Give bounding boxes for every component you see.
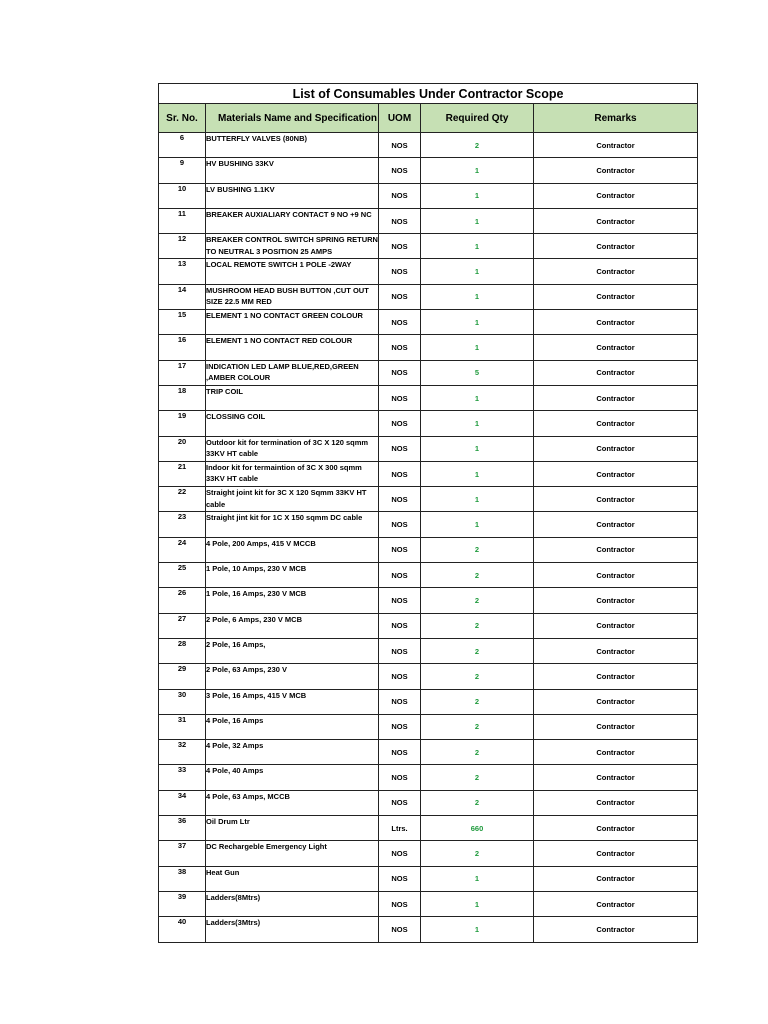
table-row (159, 664, 698, 689)
cell-remarks: Contractor (534, 537, 698, 562)
cell-sr-no: 37 (159, 841, 206, 866)
table-row (159, 133, 698, 158)
cell-required-qty: 2 (421, 714, 534, 739)
cell-required-qty: 5 (421, 360, 534, 385)
cell-sr-no: 10 (159, 183, 206, 208)
cell-sr-no: 31 (159, 714, 206, 739)
table-row (159, 537, 698, 562)
cell-uom: NOS (379, 360, 421, 385)
cell-uom: NOS (379, 133, 421, 158)
cell-remarks: Contractor (534, 563, 698, 588)
cell-required-qty: 2 (421, 664, 534, 689)
cell-uom: NOS (379, 512, 421, 537)
cell-uom: NOS (379, 335, 421, 360)
cell-remarks: Contractor (534, 664, 698, 689)
cell-material-name: ELEMENT 1 NO CONTACT GREEN COLOUR (206, 310, 379, 335)
cell-required-qty: 1 (421, 183, 534, 208)
cell-remarks: Contractor (534, 436, 698, 461)
cell-uom: NOS (379, 765, 421, 790)
table-row (159, 461, 698, 486)
cell-material-name: Straight joint kit for 3C X 120 Sqmm 33KV HT cable (206, 487, 379, 512)
cell-uom: NOS (379, 613, 421, 638)
cell-sr-no: 24 (159, 537, 206, 562)
cell-uom: NOS (379, 664, 421, 689)
cell-required-qty: 2 (421, 689, 534, 714)
cell-sr-no: 29 (159, 664, 206, 689)
cell-uom: NOS (379, 385, 421, 410)
cell-material-name: Heat Gun (206, 866, 379, 891)
cell-sr-no: 38 (159, 866, 206, 891)
cell-sr-no: 19 (159, 411, 206, 436)
cell-material-name: ELEMENT 1 NO CONTACT RED COLOUR (206, 335, 379, 360)
cell-sr-no: 21 (159, 461, 206, 486)
cell-required-qty: 2 (421, 133, 534, 158)
cell-uom: NOS (379, 537, 421, 562)
cell-sr-no: 32 (159, 740, 206, 765)
cell-uom: NOS (379, 790, 421, 815)
cell-uom: NOS (379, 234, 421, 259)
cell-material-name: 4 Pole, 16 Amps (206, 714, 379, 739)
cell-remarks: Contractor (534, 310, 698, 335)
cell-material-name: HV BUSHING 33KV (206, 158, 379, 183)
cell-remarks: Contractor (534, 335, 698, 360)
table-row (159, 613, 698, 638)
cell-sr-no: 22 (159, 487, 206, 512)
cell-uom: NOS (379, 638, 421, 663)
cell-sr-no: 16 (159, 335, 206, 360)
cell-sr-no: 6 (159, 133, 206, 158)
table-row (159, 487, 698, 512)
table-row (159, 790, 698, 815)
cell-sr-no: 15 (159, 310, 206, 335)
table-row (159, 385, 698, 410)
cell-remarks: Contractor (534, 360, 698, 385)
cell-remarks: Contractor (534, 917, 698, 942)
cell-required-qty: 2 (421, 638, 534, 663)
table-row (159, 512, 698, 537)
cell-uom: NOS (379, 588, 421, 613)
cell-remarks: Contractor (534, 234, 698, 259)
table-row (159, 714, 698, 739)
cell-material-name: 4 Pole, 40 Amps (206, 765, 379, 790)
cell-sr-no: 25 (159, 563, 206, 588)
table-row (159, 891, 698, 916)
table-title: List of Consumables Under Contractor Scope (159, 84, 698, 104)
table-row (159, 310, 698, 335)
cell-sr-no: 27 (159, 613, 206, 638)
cell-remarks: Contractor (534, 841, 698, 866)
cell-remarks: Contractor (534, 891, 698, 916)
cell-sr-no: 13 (159, 259, 206, 284)
cell-material-name: 4 Pole, 200 Amps, 415 V MCCB (206, 537, 379, 562)
table-row (159, 284, 698, 309)
cell-remarks: Contractor (534, 765, 698, 790)
cell-material-name: Oil Drum Ltr (206, 816, 379, 841)
cell-material-name: Indoor kit for termaintion of 3C X 300 sqmm 33KV HT cable (206, 461, 379, 486)
table-row (159, 563, 698, 588)
cell-remarks: Contractor (534, 790, 698, 815)
cell-remarks: Contractor (534, 133, 698, 158)
cell-material-name: 1 Pole, 16 Amps, 230 V MCB (206, 588, 379, 613)
cell-required-qty: 1 (421, 158, 534, 183)
cell-uom: NOS (379, 487, 421, 512)
cell-required-qty: 1 (421, 866, 534, 891)
cell-material-name: Straight jint kit for 1C X 150 sqmm DC cable (206, 512, 379, 537)
cell-uom: NOS (379, 891, 421, 916)
cell-required-qty: 1 (421, 259, 534, 284)
cell-material-name: INDICATION LED LAMP BLUE,RED,GREEN ,AMBER COLOUR (206, 360, 379, 385)
cell-material-name: MUSHROOM HEAD BUSH BUTTON ,CUT OUT SIZE 22.5 MM RED (206, 284, 379, 309)
cell-material-name: 2 Pole, 63 Amps, 230 V (206, 664, 379, 689)
cell-remarks: Contractor (534, 613, 698, 638)
table-row (159, 183, 698, 208)
cell-material-name: DC Rechargeble Emergency Light (206, 841, 379, 866)
cell-uom: NOS (379, 740, 421, 765)
cell-material-name: LV BUSHING 1.1KV (206, 183, 379, 208)
cell-remarks: Contractor (534, 588, 698, 613)
table-row (159, 866, 698, 891)
cell-material-name: Ladders(3Mtrs) (206, 917, 379, 942)
cell-sr-no: 36 (159, 816, 206, 841)
cell-remarks: Contractor (534, 158, 698, 183)
cell-required-qty: 1 (421, 411, 534, 436)
cell-uom: NOS (379, 436, 421, 461)
table-row (159, 436, 698, 461)
table-row (159, 360, 698, 385)
consumables-table (158, 83, 698, 943)
cell-uom: NOS (379, 714, 421, 739)
cell-sr-no: 20 (159, 436, 206, 461)
cell-material-name: 4 Pole, 63 Amps, MCCB (206, 790, 379, 815)
cell-material-name: BUTTERFLY VALVES (80NB) (206, 133, 379, 158)
cell-required-qty: 1 (421, 284, 534, 309)
header-row (159, 104, 698, 133)
cell-uom: NOS (379, 183, 421, 208)
column-header-remarks: Remarks (534, 104, 698, 133)
table-row (159, 411, 698, 436)
table-row (159, 234, 698, 259)
cell-remarks: Contractor (534, 411, 698, 436)
cell-remarks: Contractor (534, 638, 698, 663)
cell-sr-no: 34 (159, 790, 206, 815)
cell-remarks: Contractor (534, 183, 698, 208)
table-row (159, 689, 698, 714)
cell-uom: NOS (379, 866, 421, 891)
cell-remarks: Contractor (534, 714, 698, 739)
table-row (159, 740, 698, 765)
cell-uom: NOS (379, 563, 421, 588)
cell-required-qty: 1 (421, 487, 534, 512)
cell-sr-no: 28 (159, 638, 206, 663)
cell-sr-no: 33 (159, 765, 206, 790)
cell-remarks: Contractor (534, 385, 698, 410)
cell-required-qty: 1 (421, 461, 534, 486)
cell-required-qty: 2 (421, 563, 534, 588)
cell-required-qty: 1 (421, 335, 534, 360)
cell-remarks: Contractor (534, 512, 698, 537)
cell-material-name: 3 Pole, 16 Amps, 415 V MCB (206, 689, 379, 714)
cell-sr-no: 40 (159, 917, 206, 942)
cell-material-name: CLOSSING COIL (206, 411, 379, 436)
cell-material-name: BREAKER AUXIALIARY CONTACT 9 NO +9 NC (206, 208, 379, 233)
table-row (159, 158, 698, 183)
cell-uom: NOS (379, 841, 421, 866)
cell-remarks: Contractor (534, 816, 698, 841)
table-row (159, 638, 698, 663)
cell-sr-no: 11 (159, 208, 206, 233)
cell-required-qty: 1 (421, 310, 534, 335)
cell-required-qty: 2 (421, 765, 534, 790)
column-header-required-qty: Required Qty (421, 104, 534, 133)
cell-required-qty: 660 (421, 816, 534, 841)
column-header-sr-no: Sr. No. (159, 104, 206, 133)
cell-material-name: Outdoor kit for termination of 3C X 120 sqmm 33KV HT cable (206, 436, 379, 461)
cell-required-qty: 1 (421, 512, 534, 537)
cell-uom: NOS (379, 310, 421, 335)
cell-uom: NOS (379, 158, 421, 183)
cell-sr-no: 14 (159, 284, 206, 309)
cell-uom: NOS (379, 208, 421, 233)
cell-material-name: Ladders(8Mtrs) (206, 891, 379, 916)
cell-required-qty: 2 (421, 588, 534, 613)
cell-material-name: TRIP COIL (206, 385, 379, 410)
cell-remarks: Contractor (534, 487, 698, 512)
table-body (159, 133, 698, 943)
cell-material-name: 2 Pole, 16 Amps, (206, 638, 379, 663)
cell-material-name: 4 Pole, 32 Amps (206, 740, 379, 765)
cell-sr-no: 12 (159, 234, 206, 259)
table-row (159, 259, 698, 284)
cell-remarks: Contractor (534, 461, 698, 486)
cell-required-qty: 1 (421, 234, 534, 259)
cell-required-qty: 1 (421, 917, 534, 942)
cell-sr-no: 18 (159, 385, 206, 410)
cell-required-qty: 2 (421, 740, 534, 765)
cell-material-name: 1 Pole, 10 Amps, 230 V MCB (206, 563, 379, 588)
cell-remarks: Contractor (534, 284, 698, 309)
cell-required-qty: 1 (421, 385, 534, 410)
cell-sr-no: 9 (159, 158, 206, 183)
table-row (159, 816, 698, 841)
cell-remarks: Contractor (534, 866, 698, 891)
table-row (159, 917, 698, 942)
cell-required-qty: 1 (421, 436, 534, 461)
cell-remarks: Contractor (534, 259, 698, 284)
cell-required-qty: 2 (421, 790, 534, 815)
table-row (159, 335, 698, 360)
table-row (159, 765, 698, 790)
table-row (159, 208, 698, 233)
cell-required-qty: 1 (421, 208, 534, 233)
cell-material-name: BREAKER CONTROL SWITCH SPRING RETURN TO NEUTRAL 3 POSITION 25 AMPS (206, 234, 379, 259)
cell-uom: NOS (379, 461, 421, 486)
column-header-uom: UOM (379, 104, 421, 133)
cell-uom: Ltrs. (379, 816, 421, 841)
column-header-materials: Materials Name and Specification (206, 104, 379, 133)
cell-required-qty: 2 (421, 841, 534, 866)
cell-required-qty: 2 (421, 613, 534, 638)
cell-uom: NOS (379, 411, 421, 436)
cell-uom: NOS (379, 689, 421, 714)
cell-remarks: Contractor (534, 740, 698, 765)
cell-sr-no: 17 (159, 360, 206, 385)
table-row (159, 841, 698, 866)
cell-material-name: LOCAL REMOTE SWITCH 1 POLE -2WAY (206, 259, 379, 284)
cell-uom: NOS (379, 259, 421, 284)
cell-remarks: Contractor (534, 208, 698, 233)
table-row (159, 588, 698, 613)
cell-required-qty: 2 (421, 537, 534, 562)
cell-required-qty: 1 (421, 891, 534, 916)
cell-sr-no: 26 (159, 588, 206, 613)
cell-uom: NOS (379, 284, 421, 309)
cell-remarks: Contractor (534, 689, 698, 714)
cell-material-name: 2 Pole, 6 Amps, 230 V MCB (206, 613, 379, 638)
cell-sr-no: 30 (159, 689, 206, 714)
cell-uom: NOS (379, 917, 421, 942)
cell-sr-no: 39 (159, 891, 206, 916)
cell-sr-no: 23 (159, 512, 206, 537)
